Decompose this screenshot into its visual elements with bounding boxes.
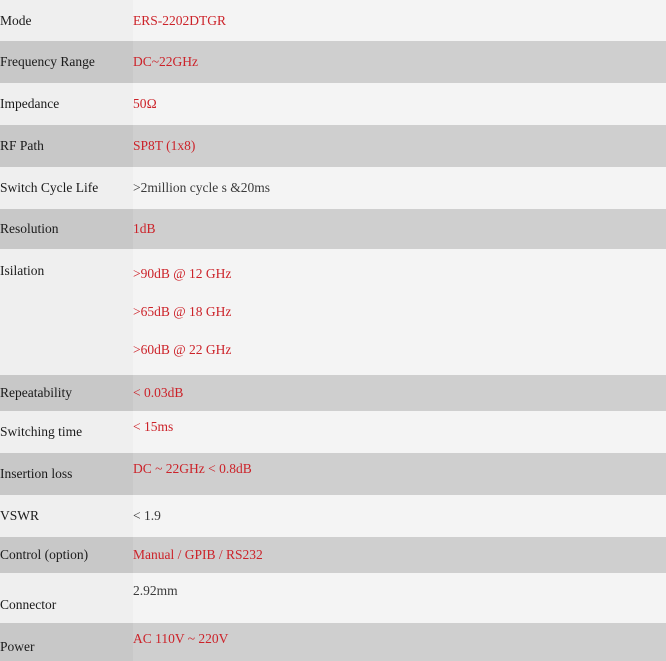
row-label: Switching time: [0, 411, 133, 453]
table-row: [0, 249, 666, 375]
row-label: Mode: [0, 0, 133, 41]
table-row: [0, 375, 666, 411]
row-label: Resolution: [0, 209, 133, 249]
row-label: Control (option): [0, 537, 133, 573]
row-value: DC ~ 22GHz < 0.8dB: [133, 453, 666, 495]
row-label: RF Path: [0, 125, 133, 167]
row-value: 2.92mm: [133, 573, 666, 623]
row-label: Switch Cycle Life: [0, 167, 133, 209]
isolation-value-list: [133, 249, 666, 375]
row-value: >2million cycle s &20ms: [133, 167, 666, 209]
isolation-value-item: >90dB @ 12 GHz: [133, 266, 232, 281]
row-label: Connector: [0, 573, 133, 623]
isolation-value-item: >65dB @ 18 GHz: [133, 304, 232, 319]
row-label: Repeatability: [0, 375, 133, 411]
row-label: Insertion loss: [0, 453, 133, 495]
row-value: Manual / GPIB / RS232: [133, 537, 666, 573]
row-label: Isilation: [0, 249, 133, 375]
table-row: [0, 411, 666, 453]
row-value: AC 110V ~ 220V: [133, 623, 666, 661]
table-row: [0, 0, 666, 41]
row-value: < 1.9: [133, 495, 666, 537]
table-row: [0, 125, 666, 167]
table-row: [0, 209, 666, 249]
row-value: ERS-2202DTGR: [133, 0, 666, 41]
table-row: [0, 167, 666, 209]
table-row: [0, 495, 666, 537]
table-row: [0, 41, 666, 83]
row-value: 50Ω: [133, 83, 666, 125]
table-row: [0, 573, 666, 623]
row-value: SP8T (1x8): [133, 125, 666, 167]
row-value: < 0.03dB: [133, 375, 666, 411]
row-value: 1dB: [133, 209, 666, 249]
row-value: [133, 249, 666, 375]
table-row: [0, 623, 666, 661]
isolation-value-item: >60dB @ 22 GHz: [133, 342, 232, 357]
table-row: [0, 83, 666, 125]
row-label: Impedance: [0, 83, 133, 125]
row-value: < 15ms: [133, 411, 666, 453]
table-row: [0, 537, 666, 573]
table-row: [0, 453, 666, 495]
row-label: VSWR: [0, 495, 133, 537]
row-value: DC~22GHz: [133, 41, 666, 83]
row-label: Frequency Range: [0, 41, 133, 83]
row-label: Power: [0, 623, 133, 661]
